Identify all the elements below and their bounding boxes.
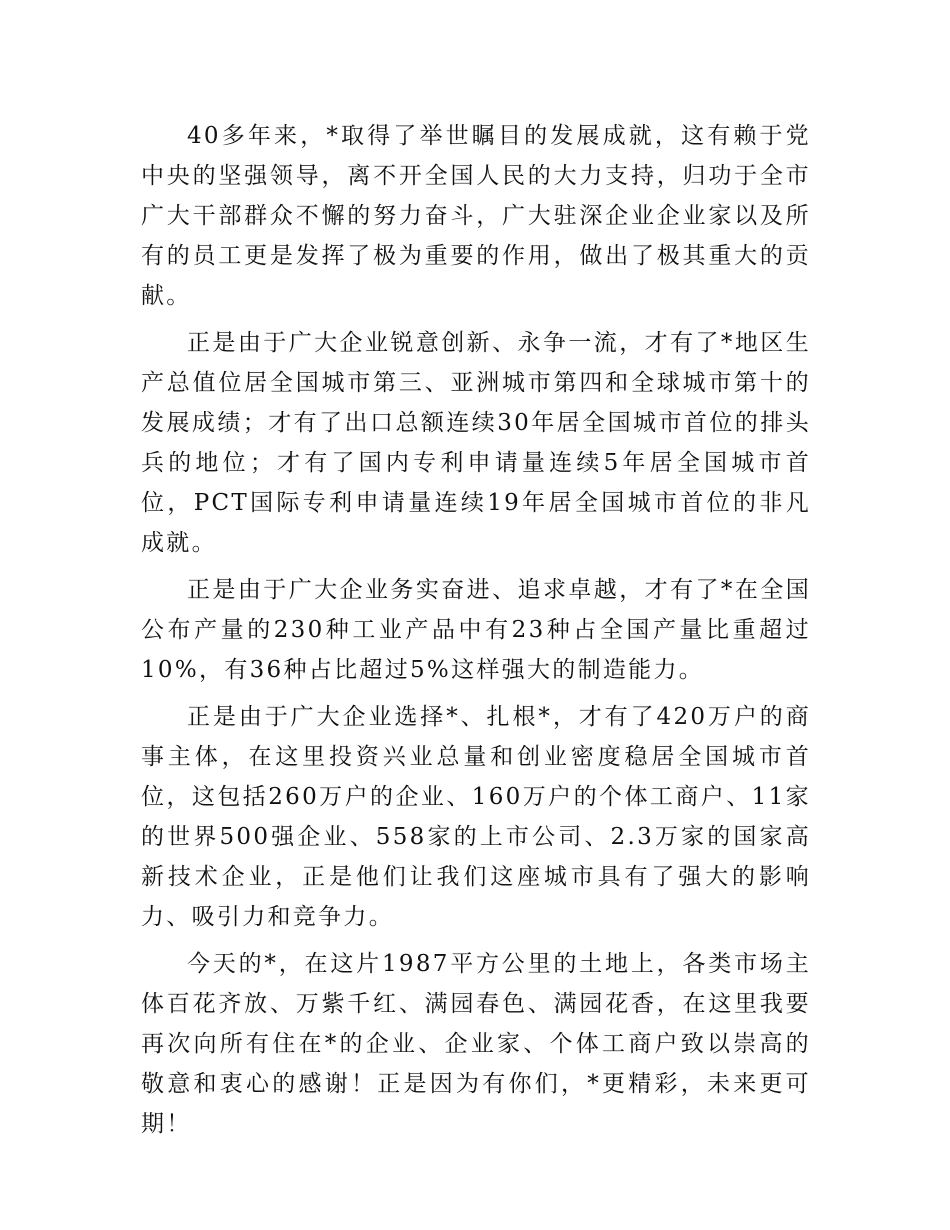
paragraph-1: 40多年来，*取得了举世瞩目的发展成就，这有赖于党中央的坚强领导，离不开全国人民的大力支持，归功于全市广大干部群众不懈的努力奋斗，广大驻深企业企业家以及所有的员工更是发挥了极为重要的作用，做出了极其重大的贡献。 (141, 123, 811, 309)
paragraph-3: 正是由于广大企业务实奋进、追求卓越，才有了*在全国公布产量的230种工业产品中有23种占全国产量比重超过10%，有36种占比超过5%这样强大的制造能力。 (141, 577, 811, 683)
paragraph-4: 正是由于广大企业选择*、扎根*，才有了420万户的商事主体，在这里投资兴业总量和创业密度稳居全国城市首位，这包括260万户的企业、160万户的个体工商户、11家的世界500强企业、558家的上市公司、2.3万家的国家高新技术企业，正是他们让我们这座城市具有了强大的影响力、吸引力和竞争力。 (141, 704, 811, 930)
paragraph-2: 正是由于广大企业锐意创新、永争一流，才有了*地区生产总值位居全国城市第三、亚洲城市第四和全球城市第十的发展成绩；才有了出口总额连续30年居全国城市首位的排头兵的地位；才有了国内专利申请量连续5年居全国城市首位，PCT国际专利申请量连续19年居全国城市首位的非凡成就。 (141, 330, 811, 556)
document-body (141, 116, 811, 1151)
paragraph-5: 今天的*，在这片1987平方公里的土地上，各类市场主体百花齐放、万紫千红、满园春色、满园花香，在这里我要再次向所有住在*的企业、企业家、个体工商户致以崇高的敬意和衷心的感谢！正是因为有你们，*更精彩，未来更可期！ (141, 951, 811, 1137)
